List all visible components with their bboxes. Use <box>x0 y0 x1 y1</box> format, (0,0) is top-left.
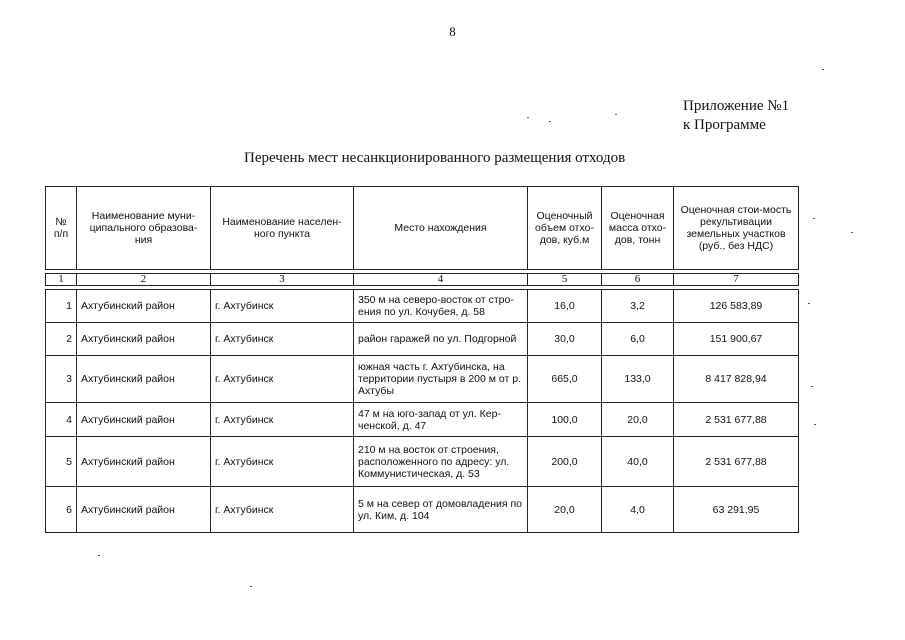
row-municipality: Ахтубинский район <box>77 290 211 323</box>
row-number: 4 <box>46 403 77 437</box>
row-settlement: г. Ахтубинск <box>211 356 354 403</box>
row-mass: 4,0 <box>602 487 674 533</box>
column-number: 3 <box>211 274 354 286</box>
scan-speck <box>813 218 815 219</box>
header-cost: Оценочная стои-мость рекультивации земельных участков (руб., без НДС) <box>674 187 799 270</box>
column-number: 2 <box>77 274 211 286</box>
row-municipality: Ахтубинский район <box>77 323 211 356</box>
header-volume: Оценочный объем отхо-дов, куб.м <box>528 187 602 270</box>
header-num: № п/п <box>46 187 77 270</box>
scan-speck <box>615 114 617 115</box>
row-volume: 100,0 <box>528 403 602 437</box>
column-number: 7 <box>674 274 799 286</box>
row-cost: 126 583,89 <box>674 290 799 323</box>
row-volume: 20,0 <box>528 487 602 533</box>
table-row <box>46 323 799 356</box>
dumpsites-table <box>45 186 799 533</box>
appendix-line-2: к Программе <box>683 117 766 133</box>
column-number: 6 <box>602 274 674 286</box>
scan-speck <box>822 69 824 70</box>
row-number: 1 <box>46 290 77 323</box>
row-mass: 40,0 <box>602 437 674 487</box>
scan-speck <box>549 121 551 122</box>
table-header-row <box>46 187 799 270</box>
row-cost: 2 531 677,88 <box>674 437 799 487</box>
row-volume: 200,0 <box>528 437 602 487</box>
row-location: южная часть г. Ахтубинска, на территории пустыря в 200 м от р. Ахтубы <box>354 356 528 403</box>
row-cost: 8 417 828,94 <box>674 356 799 403</box>
row-number: 6 <box>46 487 77 533</box>
page-number: 8 <box>449 24 456 39</box>
table-row <box>46 437 799 487</box>
header-location: Место нахождения <box>354 187 528 270</box>
table-row <box>46 290 799 323</box>
row-location: 210 м на восток от строения, расположенного по адресу: ул. Коммунистическая, д. 53 <box>354 437 528 487</box>
scan-speck <box>851 232 853 233</box>
column-number: 1 <box>46 274 77 286</box>
row-cost: 151 900,67 <box>674 323 799 356</box>
row-municipality: Ахтубинский район <box>77 437 211 487</box>
scan-speck <box>250 586 252 587</box>
row-number: 3 <box>46 356 77 403</box>
table-row <box>46 403 799 437</box>
header-mass: Оценочная масса отхо-дов, тонн <box>602 187 674 270</box>
document-title: Перечень мест несанкционированного размещения отходов <box>244 150 626 166</box>
table-row <box>46 487 799 533</box>
appendix-note <box>683 97 789 135</box>
row-settlement: г. Ахтубинск <box>211 437 354 487</box>
row-number: 5 <box>46 437 77 487</box>
row-cost: 63 291,95 <box>674 487 799 533</box>
row-volume: 665,0 <box>528 356 602 403</box>
row-mass: 3,2 <box>602 290 674 323</box>
row-settlement: г. Ахтубинск <box>211 487 354 533</box>
column-number-row <box>46 274 799 286</box>
row-municipality: Ахтубинский район <box>77 487 211 533</box>
row-mass: 133,0 <box>602 356 674 403</box>
row-cost: 2 531 677,88 <box>674 403 799 437</box>
row-location: 47 м на юго-запад от ул. Кер-ченской, д. 47 <box>354 403 528 437</box>
row-settlement: г. Ахтубинск <box>211 290 354 323</box>
row-volume: 30,0 <box>528 323 602 356</box>
row-number: 2 <box>46 323 77 356</box>
header-municipality: Наименование муни-ципального образова-ния <box>77 187 211 270</box>
scan-speck <box>98 555 100 556</box>
scan-speck <box>527 117 529 118</box>
appendix-line-1: Приложение №1 <box>683 98 790 114</box>
row-location: 5 м на север от домовладения по ул. Ким, д. 104 <box>354 487 528 533</box>
row-settlement: г. Ахтубинск <box>211 403 354 437</box>
row-location: район гаражей по ул. Подгорной <box>354 323 528 356</box>
row-volume: 16,0 <box>528 290 602 323</box>
row-mass: 20,0 <box>602 403 674 437</box>
column-number: 5 <box>528 274 602 286</box>
scan-speck <box>814 424 816 425</box>
scan-speck <box>811 386 813 387</box>
header-settlement: Наименование населен-ного пункта <box>211 187 354 270</box>
row-mass: 6,0 <box>602 323 674 356</box>
row-settlement: г. Ахтубинск <box>211 323 354 356</box>
column-number: 4 <box>354 274 528 286</box>
row-municipality: Ахтубинский район <box>77 403 211 437</box>
row-municipality: Ахтубинский район <box>77 356 211 403</box>
scan-speck <box>808 303 810 304</box>
row-location: 350 м на северо-восток от стро-ения по ул. Кочубея, д. 58 <box>354 290 528 323</box>
table-row <box>46 356 799 403</box>
